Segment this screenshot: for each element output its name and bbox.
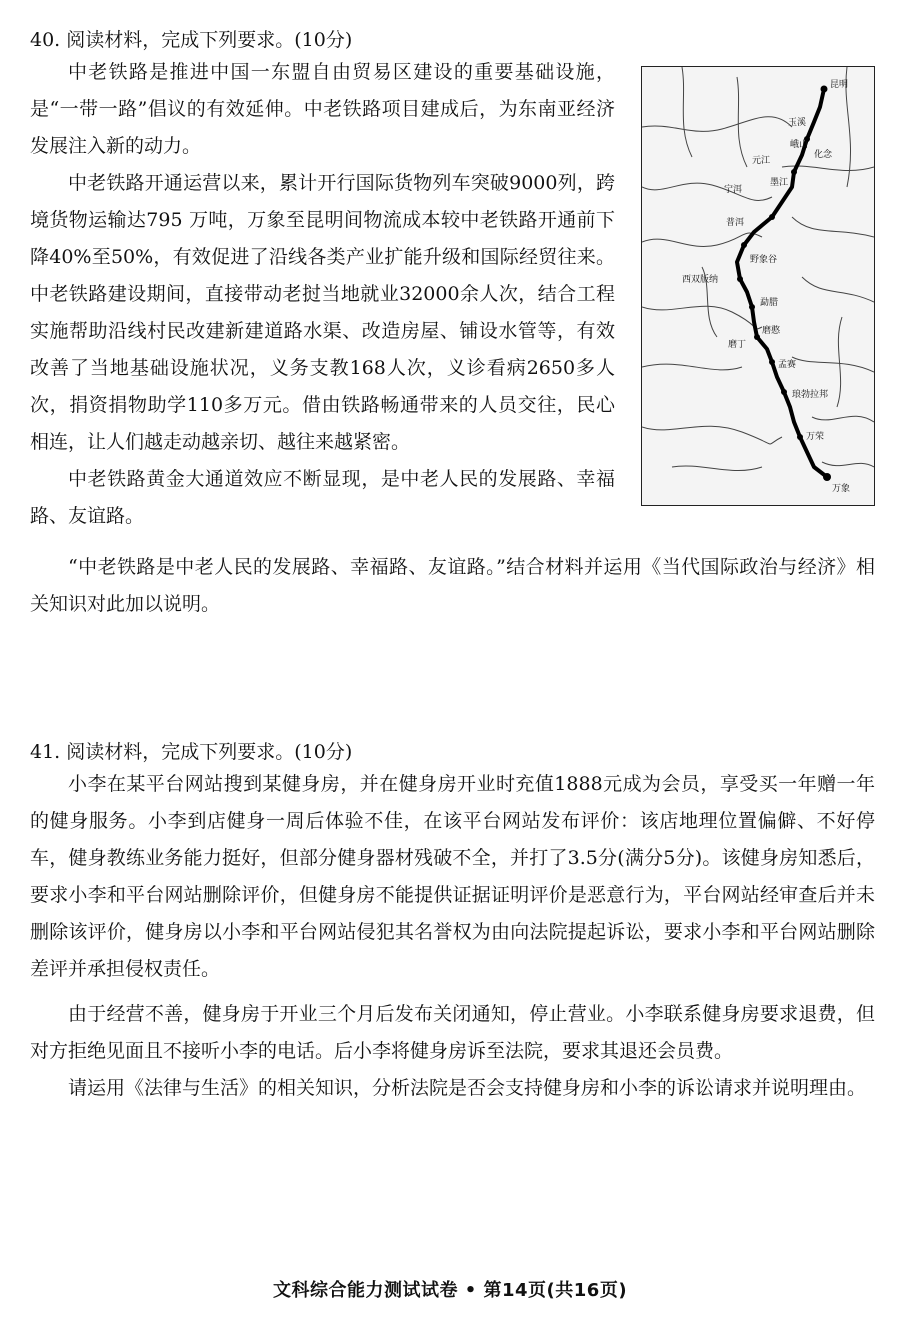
map-label-xishuangbanna: 西双版纳 [682,275,719,285]
map-label-yuanjiang: 元江 [752,156,771,166]
map-label-vang-vieng: 万荣 [806,432,825,442]
map-label-yexiang: 野象谷 [750,255,778,265]
page-footer: 文科综合能力测试试卷 • 第14页(共16页) [272,1280,628,1301]
question-40-heading: 40. 阅读材料，完成下列要求。(10分) [30,29,353,51]
map-label-ninger: 宁洱 [724,185,743,195]
map-label-puer: 普洱 [726,218,745,228]
question-41 [30,738,875,1107]
map-label-mojiang: 墨江 [770,178,789,188]
map-label-huaning: 化念 [814,150,833,160]
material-paragraph: 中老铁路开通运营以来，累计开行国际货物列车突破9000列，跨境货物运输达795 万吨，万象至昆明间物流成本较中老铁路开通前下降40%至50%，有效促进了沿线各类产业扩能升级和国际经贸往来。中老铁路建设期间，直接带动老挝当地就业32000余人次，结合工程实施帮助沿线村民改建新建道路水渠、改造房屋、铺设水管等，有效改善了当地基础设施状况，义务支教168人次，义诊看病2650多人次，捐资捐物助学110多万元。借由铁路畅通带来的人员交往，民心相连，让人们越走动越亲切、越往来越紧密。 [30,172,615,453]
map-label-yuxi: 玉溪 [788,118,807,128]
railway-map [641,66,875,506]
material-paragraph: 中老铁路是推进中国一东盟自由贸易区建设的重要基础设施，是“一带一路”倡议的有效延伸。中老铁路项目建成后，为东南亚经济发展注入新的动力。 [30,61,615,157]
map-label-luang-prabang: 琅勃拉邦 [792,390,829,400]
map-label-boten: 磨丁 [728,340,747,350]
map-label-mohan: 磨憨 [762,326,781,336]
map-label-eshan: 峨山 [790,140,809,150]
question-40-material [30,54,615,535]
question-41-heading: 41. 阅读材料，完成下列要求。(10分) [30,741,353,763]
question-40-prompt: “中老铁路是中老人民的发展路、幸福路、友谊路。”结合材料并运用《当代国际政治与经济》相关知识对此加以说明。 [30,556,875,615]
map-label-vientiane: 万象 [832,484,851,494]
map-label-kunming: 昆明 [830,80,849,90]
question-41-prompt: 请运用《法律与生活》的相关知识，分析法院是否会支持健身房和小李的诉讼请求并说明理由。 [68,1077,867,1099]
material-paragraph: 中老铁路黄金大通道效应不断显现，是中老人民的发展路、幸福路、友谊路。 [30,468,615,527]
material-paragraph: 小李在某平台网站搜到某健身房，并在健身房开业时充值1888元成为会员，享受买一年赠一年的健身服务。小李到店健身一周后体验不佳，在该平台网站发布评价：该店地理位置偏僻、不好停车，健身教练业务能力挺好，但部分健身器材残破不全，并打了3.5分(满分5分)。该健身房知悉后，要求小李和平台网站删除评价，但健身房不能提供证据证明评价是恶意行为，平台网站经审查后并未删除该评价，健身房以小李和平台网站侵犯其名誉权为由向法院提起诉讼，要求小李和平台网站删除差评并承担侵权责任。 [30,773,875,980]
map-label-mengla: 勐腊 [760,298,779,308]
material-paragraph: 由于经营不善，健身房于开业三个月后发布关闭通知，停止营业。小李联系健身房要求退费，但对方拒绝见面且不接听小李的电话。后小李将健身房诉至法院，要求其退还会员费。 [30,1003,875,1062]
map-label-muang-xai: 孟赛 [778,360,797,370]
